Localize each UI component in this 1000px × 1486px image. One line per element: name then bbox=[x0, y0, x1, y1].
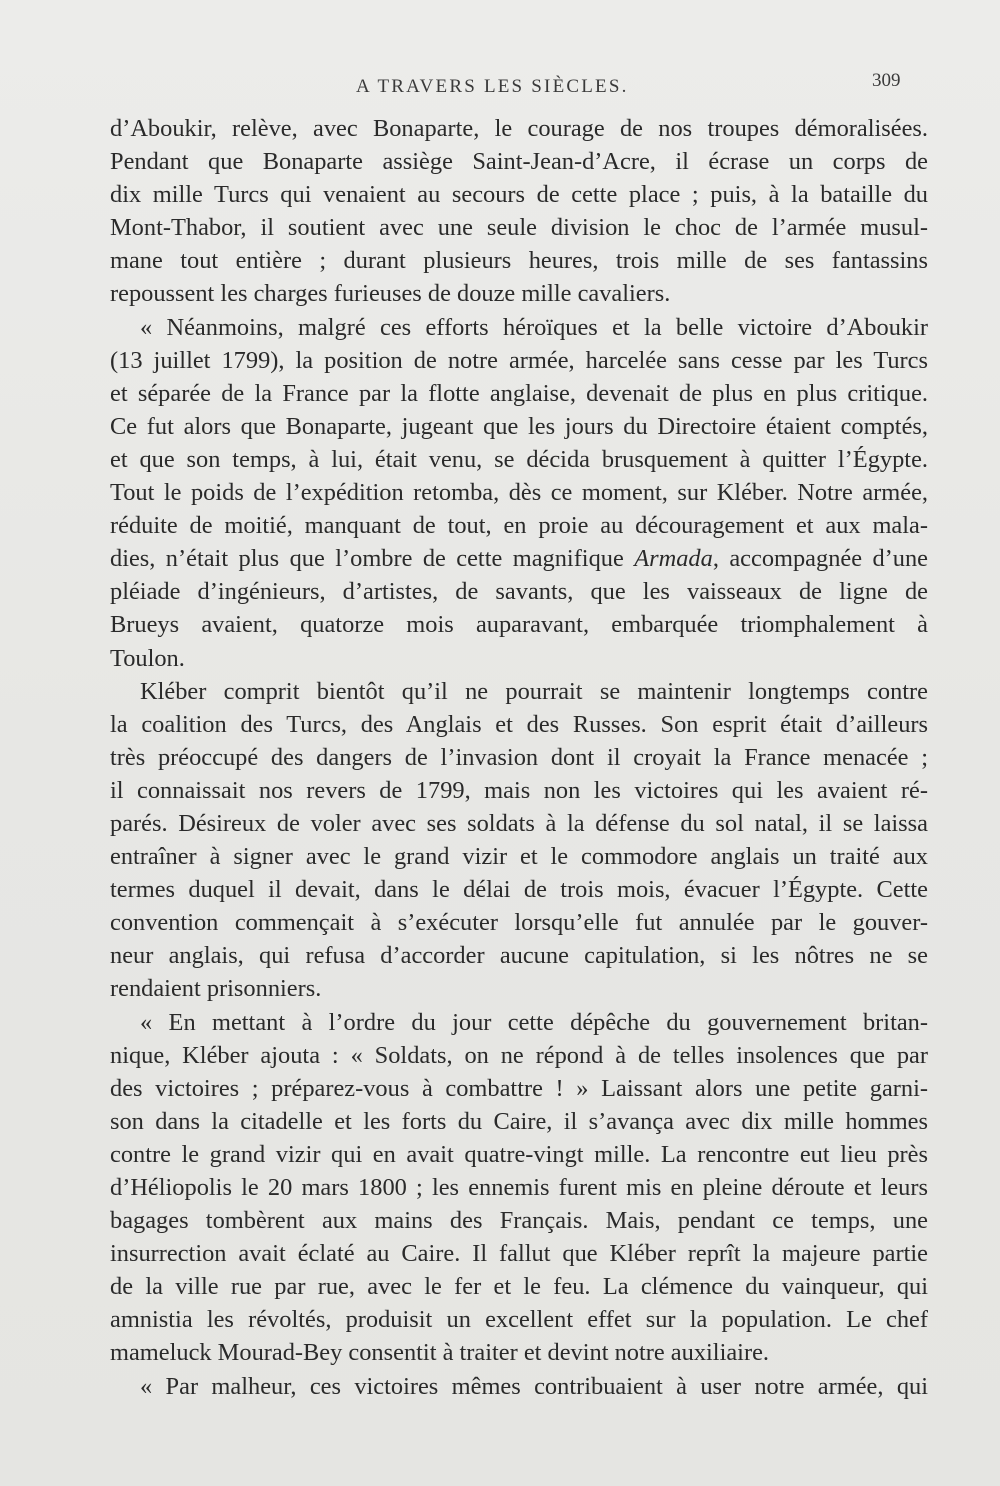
text-line: contre le grand vizir qui en avait quatre-vingt mille. La rencontre eut lieu près bbox=[110, 1140, 928, 1168]
text-line: neur anglais, qui refusa d’accorder aucune capitulation, si les nôtres ne se bbox=[110, 942, 928, 970]
text-line: des victoires ; préparez-vous à combattre ! » Laissant alors une petite garni- bbox=[110, 1074, 928, 1102]
text-line: Tout le poids de l’expédition retomba, dès ce moment, sur Kléber. Notre armée, bbox=[110, 479, 928, 507]
text-line: mameluck Mourad-Bey consentit à traiter et devint notre auxiliaire. bbox=[110, 1339, 769, 1367]
text-line: de la ville rue par rue, avec le fer et le feu. La clémence du vainqueur, qui bbox=[110, 1273, 928, 1301]
text-line: convention commençait à s’exécuter lorsqu’elle fut annulée par le gouver- bbox=[110, 909, 928, 937]
text-line: et que son temps, à lui, était venu, se décida brusquement à quitter l’Égypte. bbox=[110, 445, 928, 473]
text-line: insurrection avait éclaté au Caire. Il fallut que Kléber reprît la majeure partie bbox=[110, 1240, 928, 1268]
text-line: termes duquel il devait, dans le délai de trois mois, évacuer l’Égypte. Cette bbox=[110, 876, 928, 904]
text-line: d’Aboukir, relève, avec Bonaparte, le courage de nos troupes démoralisées. bbox=[110, 115, 928, 142]
page-number: 309 bbox=[872, 70, 901, 91]
text-line: « Néanmoins, malgré ces efforts héroïques et la belle victoire d’Aboukir bbox=[140, 313, 928, 341]
text-line: « En mettant à l’ordre du jour cette dépêche du gouvernement britan- bbox=[140, 1008, 928, 1036]
text-line: pléiade d’ingénieurs, d’artistes, de savants, que les vaisseaux de ligne de bbox=[110, 578, 928, 606]
text-line: réduite de moitié, manquant de tout, en proie au découragement et aux mala- bbox=[110, 512, 928, 540]
running-head: A TRAVERS LES SIÈCLES. bbox=[356, 76, 629, 97]
text-line: (13 juillet 1799), la position de notre armée, harcelée sans cesse par les Turcs bbox=[110, 346, 928, 374]
text-line: mane tout entière ; durant plusieurs heures, trois mille de ses fantassins bbox=[110, 247, 928, 275]
text-line: Mont-Thabor, il soutient avec une seule division le choc de l’armée musul- bbox=[110, 214, 928, 242]
text-line: amnistia les révoltés, produisit un excellent effet sur la population. Le chef bbox=[110, 1306, 928, 1334]
page-header bbox=[0, 70, 1000, 106]
text-line: Ce fut alors que Bonaparte, jugeant que les jours du Directoire étaient comptés, bbox=[110, 412, 928, 440]
text-line: dix mille Turcs qui venaient au secours de cette place ; puis, à la bataille du bbox=[110, 181, 928, 209]
text-line: rendaient prisonniers. bbox=[110, 975, 322, 1003]
text-line: dies, n’était plus que l’ombre de cette magnifique Armada, accompagnée d’une bbox=[110, 545, 928, 573]
text-line: parés. Désireux de voler avec ses soldats à la défense du sol natal, il se laissa bbox=[110, 809, 928, 837]
text-line: bagages tombèrent aux mains des Français. Mais, pendant ce temps, une bbox=[110, 1207, 928, 1235]
text-line: Brueys avaient, quatorze mois auparavant, embarquée triomphalement à bbox=[110, 611, 928, 639]
text-line: nique, Kléber ajouta : « Soldats, on ne répond à de telles insolences que par bbox=[110, 1041, 928, 1069]
text-line: très préoccupé des dangers de l’invasion dont il croyait la France menacée ; bbox=[110, 743, 928, 771]
text-line: d’Héliopolis le 20 mars 1800 ; les ennemis furent mis en pleine déroute et leurs bbox=[110, 1174, 928, 1201]
text-line: « Par malheur, ces victoires mêmes contribuaient à user notre armée, qui bbox=[140, 1372, 928, 1400]
text-line: Kléber comprit bientôt qu’il ne pourrait se maintenir longtemps contre bbox=[140, 677, 928, 705]
body-text bbox=[110, 112, 928, 1403]
text-line: il connaissait nos revers de 1799, mais non les victoires qui les avaient ré- bbox=[110, 776, 928, 804]
text-line: Pendant que Bonaparte assiège Saint-Jean-d’Acre, il écrase un corps de bbox=[110, 148, 928, 176]
text-line: et séparée de la France par la flotte anglaise, devenait de plus en plus critique. bbox=[110, 379, 928, 407]
text-line: entraîner à signer avec le grand vizir et le commodore anglais un traité aux bbox=[110, 843, 928, 871]
text-line: Toulon. bbox=[110, 644, 185, 672]
text-line: son dans la citadelle et les forts du Caire, il s’avança avec dix mille hommes bbox=[110, 1107, 928, 1135]
text-line: la coalition des Turcs, des Anglais et des Russes. Son esprit était d’ailleurs bbox=[110, 710, 928, 738]
text-line: repoussent les charges furieuses de douze mille cavaliers. bbox=[110, 280, 671, 308]
